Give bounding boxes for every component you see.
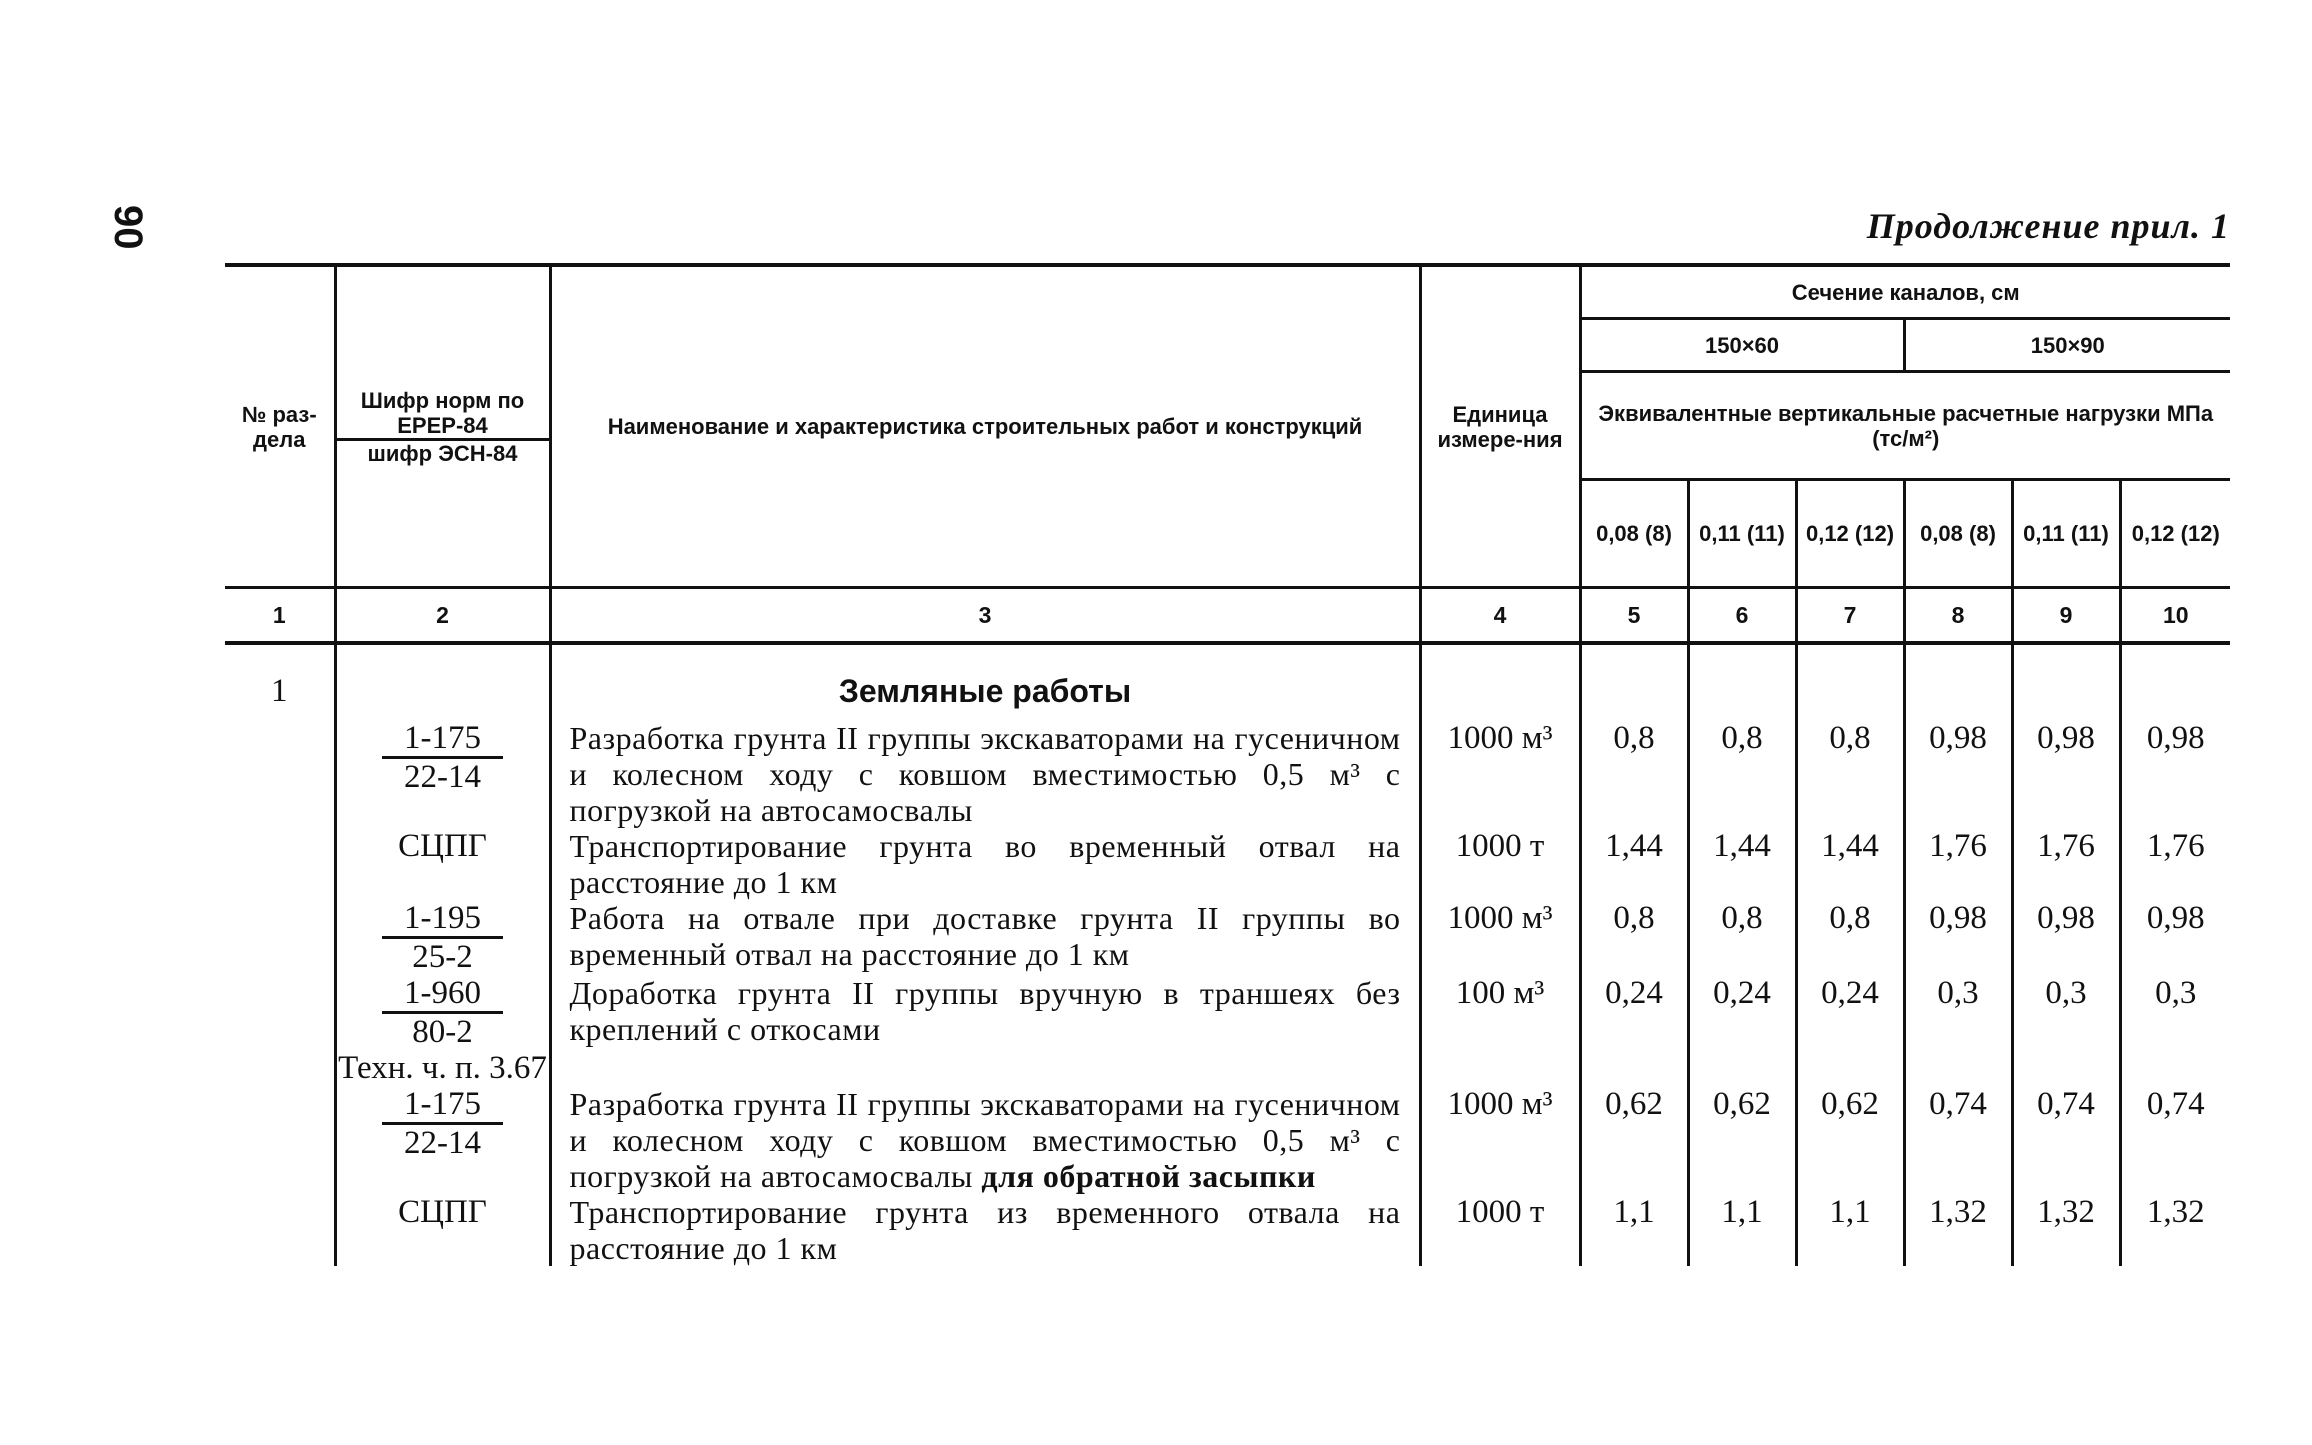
column-number: 1 [225,588,335,644]
norm-code-esn: 80-2 [412,1014,473,1050]
load-value-cell: 1,44 [1688,828,1796,900]
load-value-cell: 0,8 [1796,900,1904,975]
header-load-value: 0,08 (8) [1904,480,2012,588]
row-section-cell [225,720,335,828]
section-title: Земляные работы [838,673,1132,709]
load-value-cell: 0,74 [1904,1086,2012,1194]
unit-of-measure: 100 м³ [1420,975,1580,1050]
norm-code-erer: 1-960 [382,975,503,1014]
norms-table [225,263,2230,1266]
load-value-cell: 1,76 [2120,828,2230,900]
header-code-top: Шифр норм по ЕРЕР-84 [337,388,549,441]
table-row [225,1086,2230,1194]
norm-code [382,975,503,1050]
row-code-cell [335,975,550,1050]
norm-code [382,720,503,795]
column-number: 5 [1580,588,1688,644]
column-number: 8 [1904,588,2012,644]
header-size-150x60: 150×60 [1580,319,1904,372]
section-number: 1 [225,665,335,720]
unit-of-measure: 1000 м³ [1420,1086,1580,1194]
header-channels: Сечение каналов, см [1580,265,2230,319]
load-value-cell: 0,8 [1688,900,1796,975]
load-value-cell: 0,24 [1688,975,1796,1050]
header-load-value: 0,08 (8) [1580,480,1688,588]
header-code-bottom: шифр ЭСН-84 [367,440,518,466]
work-description-text: Транспортирование грунта во временный отвал на расстояние до 1 км [569,828,1401,900]
load-value-cell: 1,44 [1796,828,1904,900]
load-value-cell: 1,32 [2012,1194,2120,1266]
table-row [225,720,2230,828]
norm-code-erer: 1-195 [382,900,503,939]
row-code-cell [335,828,550,900]
load-value-cell: 0,98 [1904,720,2012,828]
work-description-extra: для обратной засыпки [981,1158,1316,1194]
load-value-cell: 1,1 [1796,1194,1904,1266]
norm-code-erer: 1-175 [382,1086,503,1125]
column-number: 7 [1796,588,1904,644]
load-value-cell: 1,32 [1904,1194,2012,1266]
load-value-cell: 1,76 [1904,828,2012,900]
table-row [225,1050,2230,1086]
column-number: 6 [1688,588,1796,644]
norm-code-esn: 25-2 [412,939,473,975]
load-value-cell: 1,76 [2012,828,2120,900]
load-value-cell: 0,24 [1796,975,1904,1050]
load-value-cell: 0,3 [2120,975,2230,1050]
work-description-text: Разработка грунта II группы экскаваторами на гусеничном и колесном ходу с ковшом вместимостью 0,5 м³ с погрузкой на автосамосвалы [569,1086,1401,1194]
column-number: 4 [1420,588,1580,644]
load-value-cell [2120,1050,2230,1086]
load-value-cell: 0,98 [1904,900,2012,975]
norm-code-text: Техн. ч. п. 3.67 [338,1050,547,1086]
work-description [550,1050,1420,1086]
norm-code-esn: 22-14 [404,1125,481,1161]
load-value-cell [2012,1050,2120,1086]
page-number: 90 [106,205,150,250]
work-description [550,975,1420,1050]
work-description-text: Работа на отвале при доставке грунта II группы во временный отвал на расстояние до 1 км [569,900,1401,972]
work-description [550,720,1420,828]
load-value-cell: 0,74 [2012,1086,2120,1194]
row-code-cell [335,1086,550,1194]
row-code-cell [335,1194,550,1266]
section-row [225,665,2230,720]
table-header [225,265,2230,643]
row-section-cell [225,1086,335,1194]
unit-of-measure [1420,1050,1580,1086]
load-value-cell: 0,3 [2012,975,2120,1050]
work-description-text: Транспортирование грунта из временного отвала на расстояние до 1 км [569,1194,1401,1266]
continuation-label: Продолжение прил. 1 [1866,206,2230,246]
header-name: Наименование и характеристика строительных работ и конструкций [550,265,1420,588]
work-description [550,900,1420,975]
table-body [225,643,2230,1266]
column-number: 10 [2120,588,2230,644]
load-value-cell: 0,62 [1796,1086,1904,1194]
row-section-cell [225,828,335,900]
load-value-cell [1796,1050,1904,1086]
load-value-cell: 0,62 [1580,1086,1688,1194]
load-value-cell: 0,8 [1580,900,1688,975]
work-description [550,828,1420,900]
header-load-value: 0,12 (12) [2120,480,2230,588]
header-unit: Единица измере-ния [1420,265,1580,588]
table-row [225,828,2230,900]
load-value-cell [1688,1050,1796,1086]
norm-code-text: СЦПГ [398,1194,487,1230]
load-value-cell: 0,3 [1904,975,2012,1050]
work-description-text: Доработка грунта II группы вручную в траншеях без креплений с откосами [569,975,1401,1047]
header-section-number: № раз-дела [225,265,335,588]
header-load-value: 0,11 (11) [1688,480,1796,588]
load-value-cell: 0,74 [2120,1086,2230,1194]
load-value-cell: 0,24 [1580,975,1688,1050]
header-load-value: 0,12 (12) [1796,480,1904,588]
header-load-value: 0,11 (11) [2012,480,2120,588]
unit-of-measure: 1000 м³ [1420,720,1580,828]
column-number: 3 [550,588,1420,644]
work-description [550,1194,1420,1266]
row-section-cell [225,975,335,1050]
load-value-cell: 1,44 [1580,828,1688,900]
unit-of-measure: 1000 т [1420,1194,1580,1266]
header-loads: Эквивалентные вертикальные расчетные нагрузки МПа (тс/м²) [1580,372,2230,480]
norm-code-esn: 22-14 [404,759,481,795]
load-value-cell [1904,1050,2012,1086]
norm-code-erer: 1-175 [382,720,503,759]
norm-code [382,900,503,975]
load-value-cell: 0,8 [1796,720,1904,828]
load-value-cell: 0,98 [2012,900,2120,975]
norm-code [382,1086,503,1161]
header-code [335,265,550,588]
row-code-cell [335,720,550,828]
norm-code-text: СЦПГ [398,828,487,864]
load-value-cell: 1,1 [1688,1194,1796,1266]
load-value-cell: 1,32 [2120,1194,2230,1266]
work-description [550,1086,1420,1194]
load-value-cell: 0,62 [1688,1086,1796,1194]
unit-of-measure: 1000 м³ [1420,900,1580,975]
load-value-cell: 0,98 [2120,720,2230,828]
load-value-cell: 0,8 [1688,720,1796,828]
row-code-cell [335,1050,550,1086]
table-row [225,1194,2230,1266]
column-number: 9 [2012,588,2120,644]
row-section-cell [225,900,335,975]
header-size-150x90: 150×90 [1904,319,2230,372]
table-row [225,900,2230,975]
row-section-cell [225,1050,335,1086]
work-description-text: Разработка грунта II группы экскаваторами на гусеничном и колесном ходу с ковшом вместимостью 0,5 м³ с погрузкой на автосамосвалы [569,720,1401,828]
load-value-cell: 0,98 [2012,720,2120,828]
load-value-cell: 1,1 [1580,1194,1688,1266]
unit-of-measure: 1000 т [1420,828,1580,900]
load-value-cell [1580,1050,1688,1086]
row-code-cell [335,900,550,975]
table-row [225,975,2230,1050]
column-number: 2 [335,588,550,644]
load-value-cell: 0,8 [1580,720,1688,828]
load-value-cell: 0,98 [2120,900,2230,975]
row-section-cell [225,1194,335,1266]
